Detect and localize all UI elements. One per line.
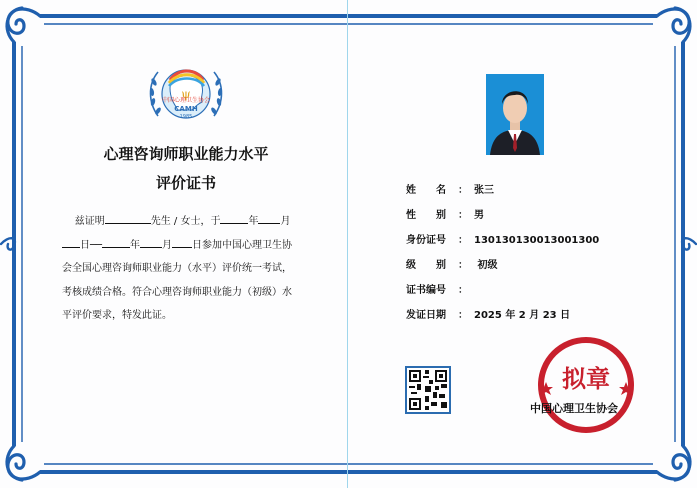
field-gender [406,206,484,221]
field-issue-date [406,306,570,321]
issuer-name: 中国心理卫生协会 [530,402,618,415]
logo-year: 1985 [179,114,193,120]
field-colon: ： [458,260,468,271]
field-colon: ： [458,235,468,246]
fold-line [347,0,348,488]
field-value: 男 [474,210,484,221]
certificate-body [62,210,322,328]
field-label: 性 别 [406,210,446,221]
field-label: 级 别 [406,260,446,271]
field-value: 张三 [474,185,494,196]
body-text: 先生 / 女士，于 [150,216,221,227]
field-label: 证书编号 [406,285,446,296]
body-line-5: 平评价要求，特发此证。 [62,310,172,321]
id-photo [486,74,544,155]
field-value: 初级 [474,260,498,271]
body-text: 日── [80,239,103,251]
field-colon: ： [458,210,468,221]
body-text: 年 [130,239,141,251]
body-text: 月 [162,239,173,251]
field-id-number [406,231,599,246]
body-text: 年 [248,216,259,227]
blank-year [220,212,248,224]
svg-text:ψ: ψ [181,87,191,101]
field-value: 2025 年 2 月 23 日 [474,310,571,321]
field-colon: ： [458,185,468,196]
certificate-title: 心理咨询师职业能力水平 [103,145,269,163]
qr-code[interactable] [405,366,451,414]
blank-month [258,212,280,224]
field-label: 身份证号 [406,235,446,246]
field-colon: ： [458,310,468,321]
body-text: 月 [280,216,291,227]
seal-text: 拟章 [562,365,610,393]
field-level [406,256,497,271]
field-name [406,181,494,196]
certificate-subtitle: 评价证书 [155,174,216,192]
blank-month [140,236,162,248]
field-label: 姓 名 [406,185,446,196]
field-value: 130130130013001300 [474,235,600,246]
blank-name [105,212,151,224]
body-text: 日参加中国心理卫生协 [192,239,293,251]
qr-code-icon [407,368,449,412]
body-line-3: 会全国心理咨询师职业能力（水平）评价统一考试， [62,263,292,274]
body-line-2 [62,234,322,258]
body-line-1 [62,210,322,234]
body-text: 兹证明 [74,216,105,227]
field-colon: ： [458,285,468,296]
blank-day [62,236,80,248]
blank-year [102,236,130,248]
body-line-4: 考核成绩合格。符合心理咨询师职业能力（初级）水 [62,286,292,298]
blank-day [172,236,192,248]
person-portrait-icon [486,74,544,155]
logo-text-cn: 中国心理卫生协会 [161,97,210,104]
field-cert-number [406,281,474,296]
logo-text-en: CAMH [174,105,198,113]
field-label: 发证日期 [406,310,446,321]
